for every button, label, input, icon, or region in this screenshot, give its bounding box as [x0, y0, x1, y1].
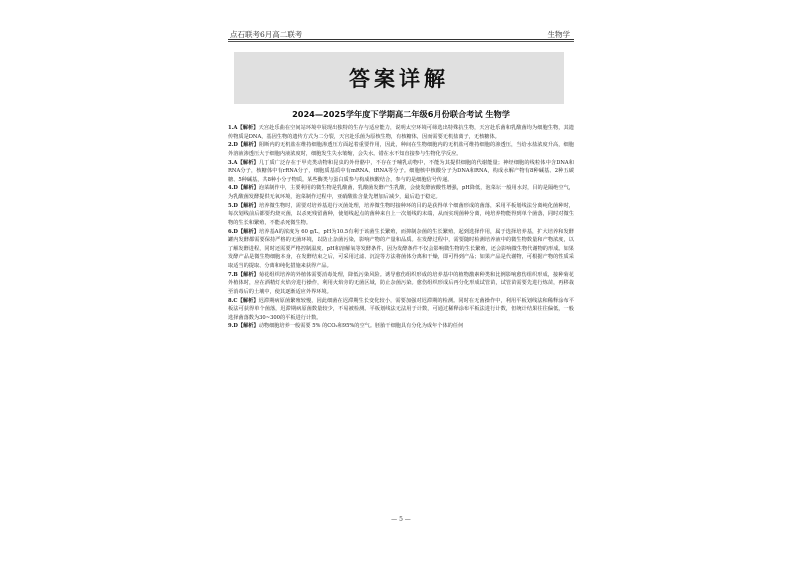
answer-list: [228, 124, 574, 331]
answer-item: [228, 322, 574, 331]
answer-number: 1.A: [228, 125, 238, 131]
header-exam-name: 点石联考6月高二联考: [230, 30, 303, 39]
answer-text: 天宫赴乐曲在空间站环境中展现出独特的生存与适应能力，说明太空环境可筛选出特殊抗生物，天宫赴乐菌和乳酸菌均为细胞生物，其遗传物质是DNA，基因生物的遗传方式为二分裂，天宫赴乐菌为原核生物，有核糖体，因而需要无机盐离子，无核糖体。: [228, 125, 574, 140]
banner-title: 答案详解: [349, 67, 449, 91]
answer-number: 6.D: [228, 228, 238, 235]
analysis-tag: 【解析】: [237, 323, 259, 330]
analysis-tag: 【解析】: [237, 142, 259, 149]
answer-text: 迟滞期病原菌繁殖较慢，因此细菌在迟滞期生长变化较小，需要加强对迟滞期的检测。同时在无菌操作中，利用平板划线法和稀释涂布平板法可获得单个菌落，迟滞期病原菌数量较少，不易被检测。平板划线法无法用于计数，可通过稀释涂布平板法进行计数，但统计结果往往偏低，一般选择菌落数为30~300的平板进行计数。: [228, 297, 574, 321]
answer-text: 动物细胞培养一般需要 5% 的CO₂和95%的空气。胚胎干细胞具有分化为成年个体的任何: [258, 323, 464, 330]
answer-number: 8.C: [228, 297, 238, 304]
page-header: [228, 28, 574, 44]
answer-item: [228, 297, 574, 323]
header-rule-thin: [228, 41, 574, 42]
answer-item: [228, 141, 574, 158]
answer-number: 5.D: [228, 202, 238, 209]
answer-item: [228, 228, 574, 271]
answer-item: [228, 159, 574, 185]
answer-text: 泡菜制作中，主要利用的微生物是乳酸菌，乳酸菌发酵产生乳酸，会使发酵液酸性增强，pH降低，泡菜坛一般用水封，目的是隔绝空气，为乳酸菌发酵提供无氧环境，泡菜制作过程中，亚硝酸盐含量先增加后减少，最后趋于稳定。: [228, 185, 574, 200]
analysis-tag: 【解析】: [237, 271, 259, 278]
answer-number: 9.D: [228, 323, 238, 330]
answer-text: 阻断内的无机盐在维持细胞渗透压方面起着重要作用，因此，种间在生物细胞内的无机盐可维持细胞的渗透压，当给水盐浓度升高，细胞外溶液渗透压大于细胞内液浓度时，细胞发生失水皱缩，会失水。错在水不知直接参与生物化学反应。: [228, 142, 574, 157]
analysis-tag: 【解析】: [237, 159, 259, 166]
answer-item: [228, 124, 574, 141]
title-banner: [234, 52, 564, 104]
header-subject: 生物学: [547, 30, 570, 39]
answer-text: 几丁质广泛存在于甲壳类动物和昆虫的外骨骼中，不存在于哺乳动物中，不能为其提供细胞的代谢能量；神经细胞的线粒体中含DNA和RNA分子，核糖体中有rRNA分子，细胞质基质中有mRNA、tRNA等分子。细胞核中核酸分子为DNA和RNA，构成水解产物有8种碱基、2种五碳糖、5种碱基，共8种小分子物质。某些酶类与蛋白质参与构成核酸结合，参与的是细胞信号传递。: [228, 159, 574, 183]
answer-item: [228, 202, 574, 228]
answer-text: 菊花组织培养的外植体需要消毒处理，降低污染风险。诱导愈伤组织形成的培养基中的植物激素种类和比例影响愈伤组织形成，接种菊花外植体时，应在酒精灯火焰旁进行操作，利用火焰旁的无菌区域，防止杂菌污染。愈伤组织形成后再分化形成试管苗，试管苗需要先进行炼苗，再移栽至消毒后的土壤中，使其逐渐适应外界环境。: [228, 271, 574, 295]
header-rule: [228, 39, 574, 40]
answer-number: 2.D: [228, 142, 238, 149]
analysis-tag: 【解析】: [237, 297, 259, 304]
exam-title: 2024—2025学年度下学期高二年级6月份联合考试 生物学: [292, 109, 510, 119]
analysis-tag: 【解析】: [237, 125, 259, 131]
answer-item: [228, 271, 574, 297]
analysis-tag: 【解析】: [237, 185, 259, 192]
analysis-tag: 【解析】: [237, 228, 259, 235]
answer-text: 培养基A的浓度为 60 g/L，pH为10.5有利于该菌生长繁殖，而抑制杂菌的生长繁殖，起到选择作用，属于选择培养基，扩大培养和发酵罐内发酵都需要保持严格的无菌环境，以防止杂菌污染，影响产物的产量和品质。在发酵过程中，需要随时检测培养液中的微生物数量和产物浓度，以了解发酵进程，同时还需要严格控制温度、pH和溶解氧等发酵条件，因为发酵条件不仅会影响微生物的生长繁殖，还会影响微生物代谢物的形成。如果发酵产品是微生物细胞本身，在发酵结束之后，可采用过滤、沉淀等方法将菌体分离和干燥，即可得到产品；如果产品是代谢物，可根据产物的性质采取适当的提取、分离和纯化措施来获得产品。: [228, 228, 574, 269]
answer-number: 7.B: [228, 271, 238, 278]
answer-text: 培养微生物时，需要对培养基进行灭菌处理，培养微生物时接种环的目的是获得单个细菌形成的菌落，采用平板划线法分离纯化菌种时，每次划线前后都要灼烧灭菌，以杀死残留菌种，使划线起点的菌种来自上一次划线的末端，从而实现菌种分离，纯培养物能得到单个菌落，同时对微生物的生长和繁殖，不能杀死微生物。: [228, 202, 574, 226]
answer-item: [228, 184, 574, 201]
page-number: — 5 —: [391, 516, 411, 523]
answer-number: 3.A: [228, 159, 238, 166]
answer-number: 4.D: [228, 185, 238, 192]
analysis-tag: 【解析】: [237, 202, 259, 209]
